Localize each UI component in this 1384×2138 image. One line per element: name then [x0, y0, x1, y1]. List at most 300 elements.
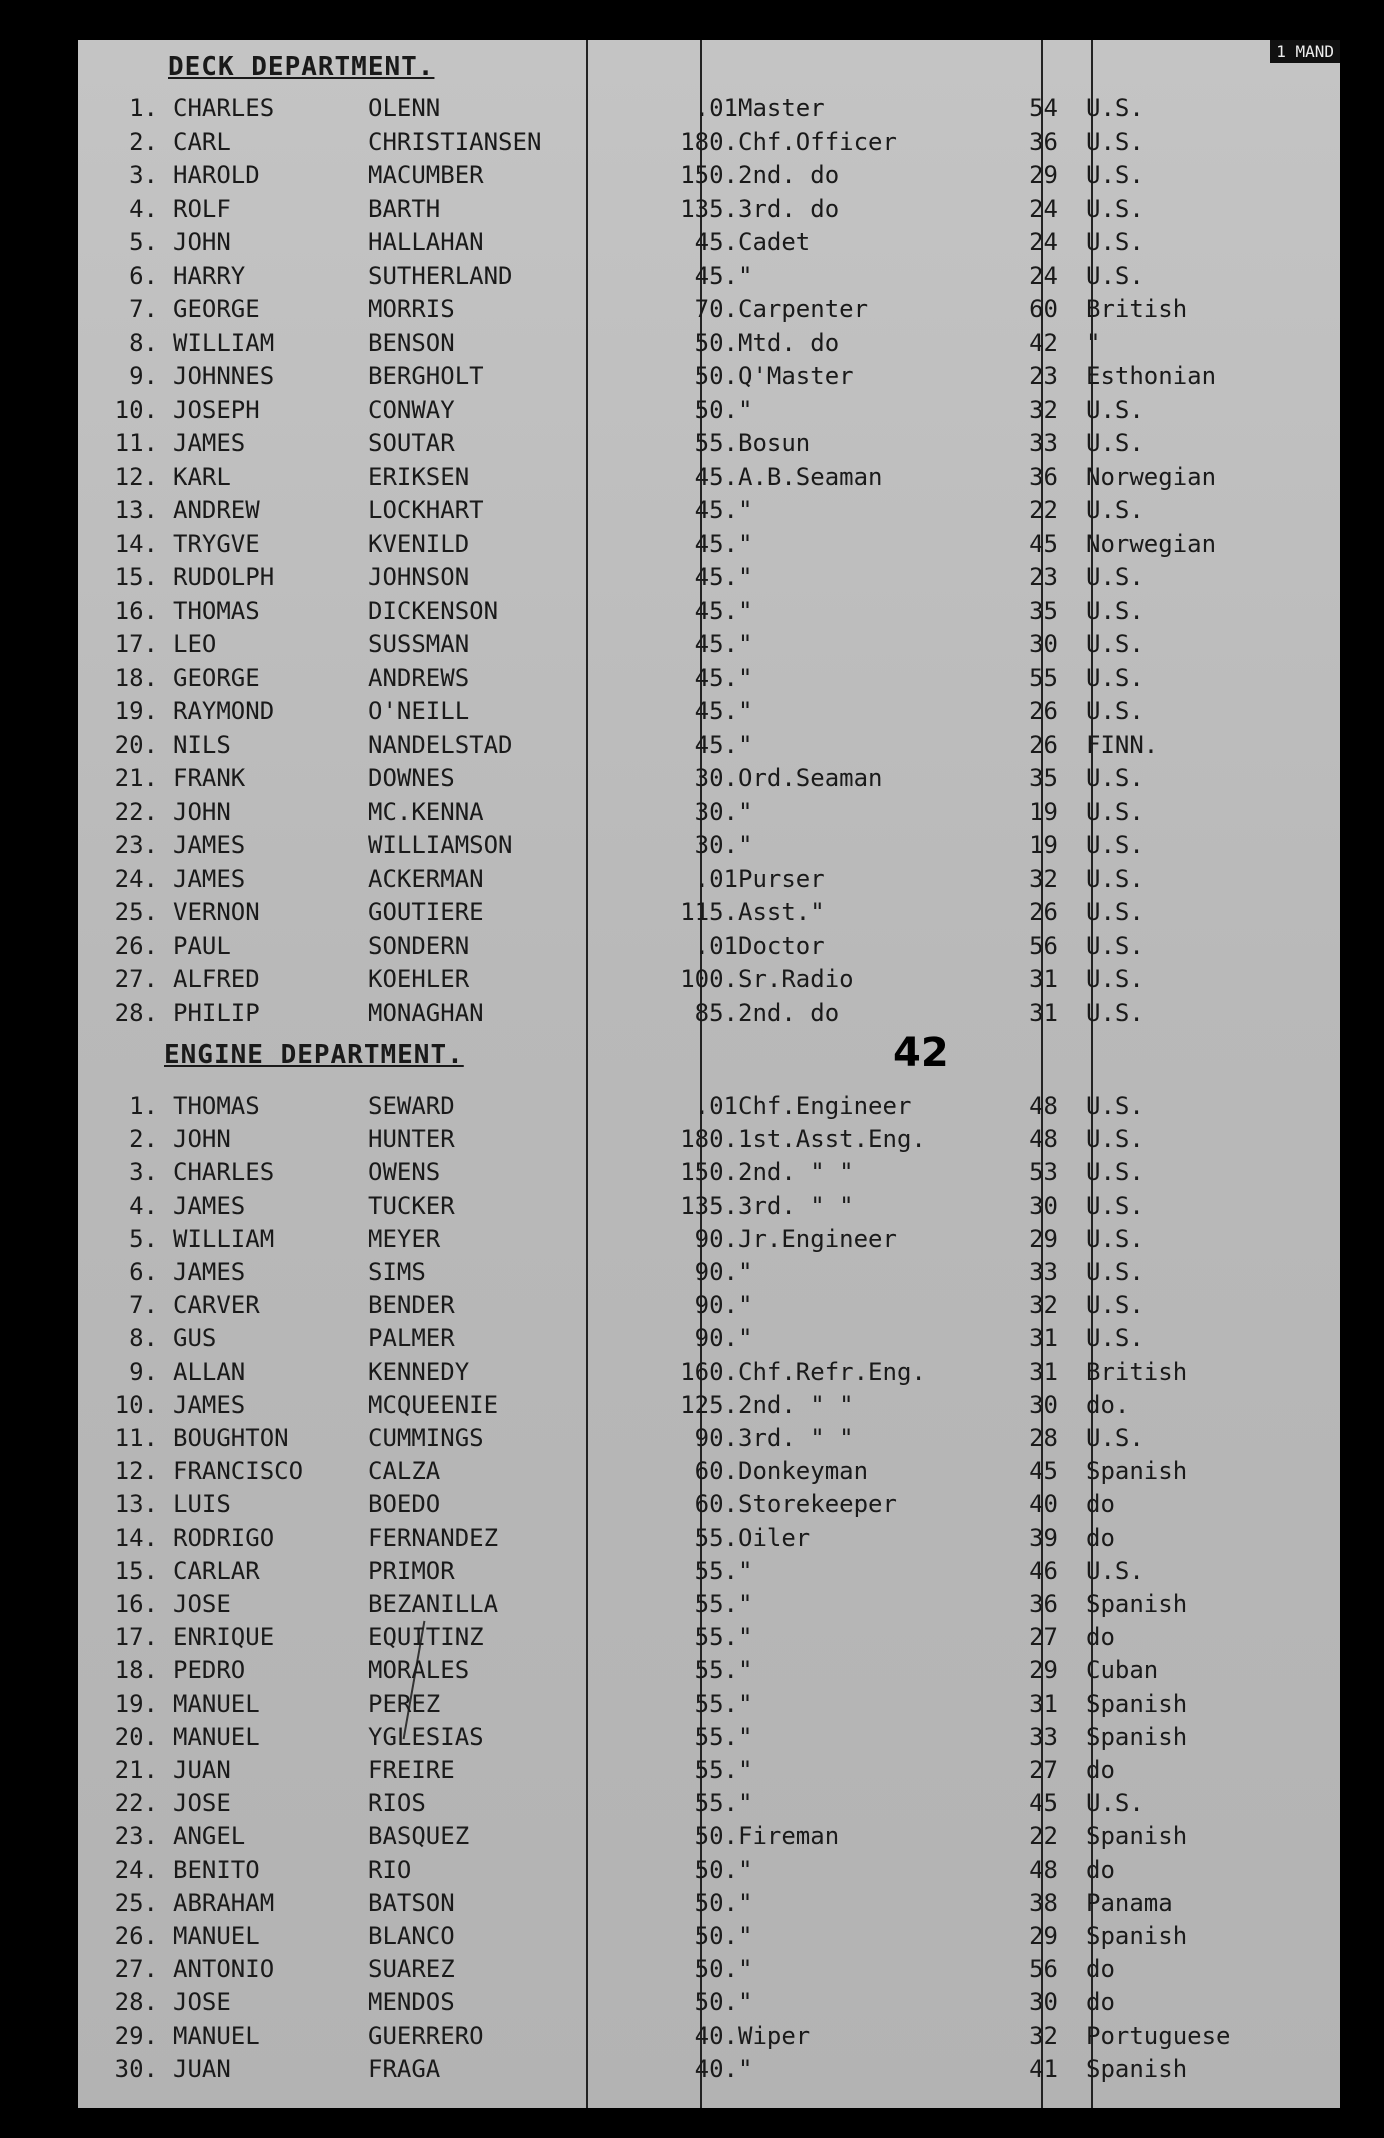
- crew-rating: Donkeyman: [738, 1457, 869, 1486]
- crew-rating: ": [738, 261, 753, 290]
- crew-last-name: WILLIAMSON: [368, 831, 513, 859]
- crew-age: 29: [1029, 1224, 1058, 1253]
- crew-nationality: U.S.: [1086, 663, 1144, 692]
- crew-row: [78, 1754, 1340, 1786]
- crew-number: 17.: [114, 630, 158, 658]
- crew-wage: 30.: [694, 764, 738, 792]
- crew-row: [78, 1887, 1340, 1919]
- crew-age: 23: [1029, 563, 1058, 591]
- crew-rating: Oiler: [738, 1523, 811, 1552]
- crew-age: 30: [1029, 630, 1058, 658]
- crew-first-name: JOHN: [173, 797, 231, 826]
- crew-rating: Jr.Engineer: [738, 1224, 897, 1253]
- crew-row: [78, 1256, 1340, 1288]
- crew-wage: 55.: [694, 429, 738, 457]
- crew-last-name: RIO: [368, 1855, 412, 1884]
- crew-wage: 55.: [694, 1689, 738, 1718]
- crew-wage: 90.: [694, 1424, 738, 1452]
- crew-first-name: ABRAHAM: [173, 1888, 275, 1917]
- crew-last-name: OLENN: [368, 94, 441, 122]
- crew-number: 23.: [114, 1822, 158, 1851]
- deck-department-title: DECK DEPARTMENT.: [168, 52, 435, 82]
- crew-nationality: U.S.: [1086, 630, 1144, 658]
- crew-first-name: LEO: [173, 630, 217, 658]
- crew-nationality: do: [1086, 1490, 1115, 1519]
- crew-last-name: JOHNSON: [368, 563, 470, 591]
- crew-row: [78, 1522, 1340, 1554]
- crew-age: 33: [1029, 429, 1058, 457]
- crew-wage: 45.: [694, 730, 738, 759]
- crew-row: [78, 628, 1340, 660]
- crew-number: 2.: [129, 1125, 158, 1154]
- crew-row: [78, 762, 1340, 794]
- crew-age: 29: [1029, 161, 1058, 189]
- crew-rating: 3rd. " ": [738, 1191, 854, 1220]
- crew-last-name: BERGHOLT: [368, 362, 484, 390]
- crew-rating: Chf.Engineer: [738, 1092, 912, 1120]
- crew-age: 55: [1029, 663, 1058, 692]
- crew-last-name: LOCKHART: [368, 496, 484, 524]
- crew-age: 38: [1029, 1888, 1058, 1917]
- crew-wage: 55.: [694, 1523, 738, 1552]
- crew-wage: 115.: [680, 898, 738, 926]
- crew-last-name: RIOS: [368, 1789, 426, 1818]
- crew-rating: ": [738, 395, 753, 424]
- crew-row: [78, 1156, 1340, 1188]
- crew-wage: 135.: [680, 194, 738, 223]
- crew-last-name: BLANCO: [368, 1922, 455, 1950]
- crew-age: 27: [1029, 1623, 1058, 1652]
- crew-last-name: BATSON: [368, 1888, 455, 1917]
- crew-row: [78, 561, 1340, 593]
- crew-row: [78, 997, 1340, 1029]
- crew-row: [78, 1356, 1340, 1388]
- crew-rating: ": [738, 697, 753, 725]
- crew-first-name: JOSE: [173, 1988, 231, 2017]
- crew-number: 18.: [114, 663, 158, 692]
- crew-number: 28.: [114, 998, 158, 1027]
- crew-wage: 50.: [694, 1888, 738, 1917]
- crew-age: 36: [1029, 462, 1058, 491]
- crew-wage: 85.: [694, 998, 738, 1027]
- crew-number: 23.: [114, 831, 158, 859]
- crew-first-name: MANUEL: [173, 1689, 260, 1718]
- crew-wage: 55.: [694, 1590, 738, 1618]
- crew-nationality: U.S.: [1086, 898, 1144, 926]
- crew-age: 32: [1029, 395, 1058, 424]
- crew-row: [78, 1488, 1340, 1520]
- crew-first-name: GEORGE: [173, 295, 260, 323]
- crew-number: 16.: [114, 596, 158, 625]
- crew-last-name: FREIRE: [368, 1756, 455, 1784]
- crew-row: [78, 260, 1340, 292]
- crew-age: 35: [1029, 764, 1058, 792]
- crew-row: [78, 92, 1340, 124]
- crew-last-name: ERIKSEN: [368, 462, 470, 491]
- crew-number: 6.: [129, 261, 158, 290]
- crew-first-name: THOMAS: [173, 1092, 260, 1120]
- crew-age: 31: [1029, 998, 1058, 1027]
- crew-wage: 135.: [680, 1191, 738, 1220]
- crew-rating: Wiper: [738, 2021, 811, 2050]
- crew-wage: 55.: [694, 1656, 738, 1685]
- crew-rating: ": [738, 1855, 753, 1884]
- crew-number: 7.: [129, 295, 158, 323]
- crew-number: 11.: [114, 429, 158, 457]
- crew-first-name: ANGEL: [173, 1822, 246, 1851]
- crew-age: 53: [1029, 1158, 1058, 1187]
- crew-age: 32: [1029, 864, 1058, 893]
- crew-number: 5.: [129, 1224, 158, 1253]
- crew-nationality: U.S.: [1086, 864, 1144, 893]
- crew-age: 35: [1029, 596, 1058, 625]
- crew-last-name: BENDER: [368, 1291, 455, 1320]
- crew-nationality: do: [1086, 1756, 1115, 1784]
- crew-last-name: MORALES: [368, 1656, 470, 1685]
- crew-rating: Q'Master: [738, 362, 854, 390]
- crew-row: [78, 1787, 1340, 1819]
- crew-last-name: SUTHERLAND: [368, 261, 513, 290]
- crew-row: [78, 963, 1340, 995]
- crew-age: 48: [1029, 1855, 1058, 1884]
- crew-wage: 45.: [694, 462, 738, 491]
- crew-last-name: KVENILD: [368, 529, 470, 558]
- crew-rating: 2nd. " ": [738, 1158, 854, 1187]
- crew-rating: ": [738, 563, 753, 591]
- crew-age: 22: [1029, 496, 1058, 524]
- crew-rating: ": [738, 1922, 753, 1950]
- crew-age: 24: [1029, 194, 1058, 223]
- crew-nationality: Spanish: [1086, 1689, 1188, 1718]
- crew-rating: Chf.Refr.Eng.: [738, 1357, 926, 1386]
- crew-number: 19.: [114, 1689, 158, 1718]
- crew-nationality: U.S.: [1086, 127, 1144, 156]
- crew-number: 14.: [114, 529, 158, 558]
- crew-nationality: Spanish: [1086, 1922, 1188, 1950]
- crew-first-name: ANDREW: [173, 496, 260, 524]
- crew-first-name: CARL: [173, 127, 231, 156]
- crew-first-name: JOSE: [173, 1789, 231, 1818]
- crew-number: 30.: [114, 2054, 158, 2083]
- crew-rating: 2nd. do: [738, 161, 840, 189]
- crew-number: 27.: [114, 1955, 158, 1984]
- crew-first-name: NILS: [173, 730, 231, 759]
- crew-nationality: U.S.: [1086, 764, 1144, 792]
- crew-wage: 45.: [694, 663, 738, 692]
- crew-wage: 45.: [694, 261, 738, 290]
- crew-last-name: MORRIS: [368, 295, 455, 323]
- crew-first-name: GUS: [173, 1324, 217, 1353]
- crew-nationality: Norwegian: [1086, 529, 1217, 558]
- crew-row: [78, 1588, 1340, 1620]
- crew-age: 30: [1029, 1988, 1058, 2017]
- crew-rating: ": [738, 1988, 753, 2017]
- crew-first-name: ALFRED: [173, 965, 260, 993]
- crew-first-name: LUIS: [173, 1490, 231, 1519]
- crew-row: [78, 394, 1340, 426]
- crew-first-name: BOUGHTON: [173, 1424, 289, 1452]
- crew-age: 19: [1029, 797, 1058, 826]
- crew-wage: 150.: [680, 1158, 738, 1187]
- crew-first-name: JOHNNES: [173, 362, 275, 390]
- crew-row: [78, 1223, 1340, 1255]
- crew-nationality: U.S.: [1086, 1191, 1144, 1220]
- crew-rating: ": [738, 496, 753, 524]
- crew-rating: ": [738, 1789, 753, 1818]
- crew-age: 40: [1029, 1490, 1058, 1519]
- page-number: 42: [893, 1030, 949, 1076]
- crew-last-name: BENSON: [368, 328, 455, 357]
- crew-last-name: YGLESIAS: [368, 1722, 484, 1751]
- crew-rating: ": [738, 1623, 753, 1652]
- crew-age: 48: [1029, 1125, 1058, 1154]
- crew-last-name: PRIMOR: [368, 1556, 455, 1585]
- crew-first-name: MANUEL: [173, 1722, 260, 1751]
- crew-last-name: FRAGA: [368, 2054, 441, 2083]
- crew-last-name: KENNEDY: [368, 1357, 470, 1386]
- crew-number: 24.: [114, 864, 158, 893]
- crew-rating: Sr.Radio: [738, 965, 854, 993]
- crew-wage: 40.: [694, 2021, 738, 2050]
- crew-age: 26: [1029, 730, 1058, 759]
- crew-last-name: TUCKER: [368, 1191, 455, 1220]
- crew-number: 9.: [129, 362, 158, 390]
- crew-row: [78, 293, 1340, 325]
- crew-rating: 1st.Asst.Eng.: [738, 1125, 926, 1154]
- crew-row: [78, 1190, 1340, 1222]
- crew-age: 41: [1029, 2054, 1058, 2083]
- crew-age: 45: [1029, 1789, 1058, 1818]
- crew-last-name: MC.KENNA: [368, 797, 484, 826]
- crew-first-name: TRYGVE: [173, 529, 260, 558]
- crew-first-name: JUAN: [173, 2054, 231, 2083]
- crew-wage: 55.: [694, 1722, 738, 1751]
- crew-number: 22.: [114, 797, 158, 826]
- crew-number: 21.: [114, 1756, 158, 1784]
- crew-number: 18.: [114, 1656, 158, 1685]
- crew-first-name: PEDRO: [173, 1656, 246, 1685]
- crew-row: [78, 1654, 1340, 1686]
- crew-last-name: SOUTAR: [368, 429, 455, 457]
- crew-last-name: MONAGHAN: [368, 998, 484, 1027]
- crew-number: 27.: [114, 965, 158, 993]
- crew-nationality: Esthonian: [1086, 362, 1217, 390]
- crew-first-name: CHARLES: [173, 94, 275, 122]
- crew-row: [78, 1854, 1340, 1886]
- crew-age: 42: [1029, 328, 1058, 357]
- crew-rating: Fireman: [738, 1822, 840, 1851]
- crew-row: [78, 930, 1340, 962]
- crew-first-name: JAMES: [173, 1191, 246, 1220]
- crew-rating: Asst.": [738, 898, 825, 926]
- crew-wage: 180.: [680, 127, 738, 156]
- crew-age: 31: [1029, 1689, 1058, 1718]
- crew-nationality: U.S.: [1086, 965, 1144, 993]
- crew-age: 32: [1029, 2021, 1058, 2050]
- crew-nationality: British: [1086, 1357, 1188, 1386]
- crew-row: [78, 1090, 1340, 1122]
- crew-nationality: Panama: [1086, 1888, 1173, 1917]
- crew-rating: ": [738, 730, 753, 759]
- crew-row: [78, 1621, 1340, 1653]
- crew-number: 29.: [114, 2021, 158, 2050]
- crew-nationality: Spanish: [1086, 1722, 1188, 1751]
- crew-nationality: U.S.: [1086, 1789, 1144, 1818]
- crew-first-name: JUAN: [173, 1756, 231, 1784]
- crew-age: 36: [1029, 1590, 1058, 1618]
- crew-age: 32: [1029, 1291, 1058, 1320]
- crew-number: 17.: [114, 1623, 158, 1652]
- crew-number: 11.: [114, 1424, 158, 1452]
- crew-rating: ": [738, 831, 753, 859]
- crew-age: 54: [1029, 94, 1058, 122]
- crew-first-name: CARLAR: [173, 1556, 260, 1585]
- crew-row: [78, 427, 1340, 459]
- crew-rating: Storekeeper: [738, 1490, 897, 1519]
- crew-first-name: THOMAS: [173, 596, 260, 625]
- crew-last-name: MACUMBER: [368, 161, 484, 189]
- crew-rating: ": [738, 1722, 753, 1751]
- crew-row: [78, 461, 1340, 493]
- crew-number: 16.: [114, 1590, 158, 1618]
- crew-first-name: WILLIAM: [173, 1224, 275, 1253]
- crew-age: 39: [1029, 1523, 1058, 1552]
- crew-rating: ": [738, 2054, 753, 2083]
- crew-first-name: VERNON: [173, 898, 260, 926]
- crew-row: [78, 2020, 1340, 2052]
- crew-last-name: GOUTIERE: [368, 898, 484, 926]
- crew-number: 3.: [129, 161, 158, 189]
- crew-last-name: PALMER: [368, 1324, 455, 1353]
- crew-last-name: CALZA: [368, 1457, 441, 1486]
- crew-first-name: JAMES: [173, 831, 246, 859]
- crew-first-name: RODRIGO: [173, 1523, 275, 1552]
- crew-last-name: KOEHLER: [368, 965, 470, 993]
- crew-number: 25.: [114, 898, 158, 926]
- crew-row: [78, 695, 1340, 727]
- crew-number: 8.: [129, 1324, 158, 1353]
- crew-row: [78, 1555, 1340, 1587]
- crew-last-name: BOEDO: [368, 1490, 441, 1519]
- crew-wage: 45.: [694, 630, 738, 658]
- crew-rating: ": [738, 529, 753, 558]
- crew-row: [78, 226, 1340, 258]
- crew-age: 19: [1029, 831, 1058, 859]
- crew-nationality: U.S.: [1086, 1324, 1144, 1353]
- crew-row: [78, 729, 1340, 761]
- crew-wage: 45.: [694, 596, 738, 625]
- corner-label: 1 MAND: [1270, 40, 1340, 63]
- crew-first-name: JOSEPH: [173, 395, 260, 424]
- crew-wage: 90.: [694, 1291, 738, 1320]
- crew-wage: 50.: [694, 362, 738, 390]
- crew-rating: ": [738, 1590, 753, 1618]
- crew-row: [78, 1688, 1340, 1720]
- crew-number: 4.: [129, 1191, 158, 1220]
- crew-wage: .01: [694, 94, 738, 122]
- crew-number: 15.: [114, 563, 158, 591]
- crew-last-name: ACKERMAN: [368, 864, 484, 893]
- crew-wage: 55.: [694, 1556, 738, 1585]
- crew-last-name: O'NEILL: [368, 697, 470, 725]
- crew-age: 36: [1029, 127, 1058, 156]
- crew-rating: Bosun: [738, 429, 811, 457]
- crew-age: 23: [1029, 362, 1058, 390]
- crew-rating: A.B.Seaman: [738, 462, 883, 491]
- crew-nationality: U.S.: [1086, 563, 1144, 591]
- crew-nationality: U.S.: [1086, 831, 1144, 859]
- crew-row: [78, 1820, 1340, 1852]
- crew-first-name: FRANK: [173, 764, 246, 792]
- crew-last-name: EQUITINZ: [368, 1623, 484, 1652]
- crew-last-name: PEREZ: [368, 1689, 441, 1718]
- crew-number: 4.: [129, 194, 158, 223]
- crew-nationality: U.S.: [1086, 228, 1144, 256]
- crew-wage: 45.: [694, 529, 738, 558]
- crew-first-name: ROLF: [173, 194, 231, 223]
- crew-first-name: CARVER: [173, 1291, 260, 1320]
- crew-number: 24.: [114, 1855, 158, 1884]
- crew-row: [78, 1322, 1340, 1354]
- crew-row: [78, 662, 1340, 694]
- crew-age: 27: [1029, 1756, 1058, 1784]
- crew-nationality: U.S.: [1086, 161, 1144, 189]
- crew-wage: 125.: [680, 1390, 738, 1419]
- crew-row: [78, 494, 1340, 526]
- crew-row: [78, 1920, 1340, 1952]
- crew-age: 46: [1029, 1556, 1058, 1585]
- crew-number: 1.: [129, 94, 158, 122]
- crew-wage: 45.: [694, 563, 738, 591]
- crew-wage: 45.: [694, 228, 738, 256]
- crew-rating: 3rd. do: [738, 194, 840, 223]
- crew-nationality: U.S.: [1086, 1291, 1144, 1320]
- crew-nationality: U.S.: [1086, 1092, 1144, 1120]
- crew-first-name: JAMES: [173, 1258, 246, 1286]
- crew-wage: .01: [694, 1092, 738, 1120]
- crew-first-name: HAROLD: [173, 161, 260, 189]
- crew-number: 15.: [114, 1556, 158, 1585]
- crew-row: [78, 327, 1340, 359]
- crew-wage: 100.: [680, 965, 738, 993]
- crew-nationality: U.S.: [1086, 395, 1144, 424]
- crew-first-name: MANUEL: [173, 2021, 260, 2050]
- crew-nationality: Spanish: [1086, 2054, 1188, 2083]
- crew-nationality: ": [1086, 328, 1101, 357]
- crew-age: 28: [1029, 1424, 1058, 1452]
- crew-nationality: Portuguese: [1086, 2021, 1231, 2050]
- crew-number: 3.: [129, 1158, 158, 1187]
- crew-rating: ": [738, 1955, 753, 1984]
- crew-last-name: SIMS: [368, 1258, 426, 1286]
- crew-age: 60: [1029, 295, 1058, 323]
- crew-nationality: do: [1086, 1988, 1115, 2017]
- crew-rating: ": [738, 630, 753, 658]
- crew-nationality: FINN.: [1086, 730, 1159, 759]
- crew-wage: .01: [694, 931, 738, 960]
- crew-age: 56: [1029, 931, 1058, 960]
- crew-row: [78, 796, 1340, 828]
- crew-rating: Chf.Officer: [738, 127, 897, 156]
- crew-row: [78, 863, 1340, 895]
- crew-age: 24: [1029, 228, 1058, 256]
- crew-nationality: Spanish: [1086, 1822, 1188, 1851]
- crew-row: [78, 2053, 1340, 2085]
- crew-wage: 55.: [694, 1756, 738, 1784]
- crew-wage: 55.: [694, 1789, 738, 1818]
- crew-first-name: WILLIAM: [173, 328, 275, 357]
- crew-age: 45: [1029, 1457, 1058, 1486]
